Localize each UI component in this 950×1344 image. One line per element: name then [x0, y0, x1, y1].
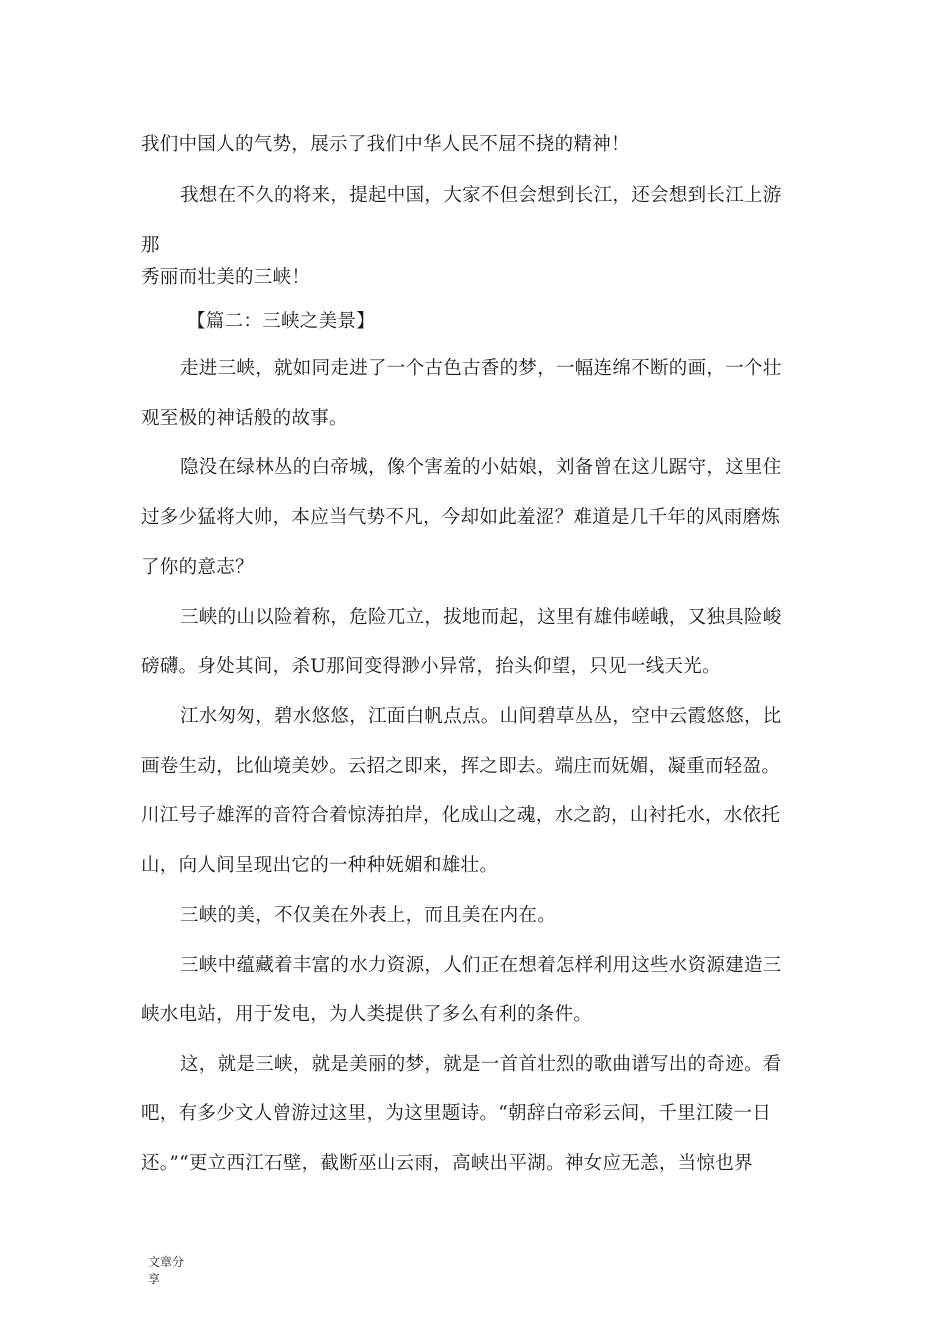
footer-label-line-2: 享	[148, 1272, 161, 1286]
text-line-11: 三峡的山以险着称，危险兀立，拔地而起，这里有雄伟嵯峨，又独具险峻	[180, 607, 782, 628]
text-line-18: 三峡中蕴藏着丰富的水力资源，人们正在想着怎样利用这些水资源建造三	[180, 955, 782, 976]
text-line-22: 还。”“更立西江石壁，截断巫山云雨，高峡出平湖。神女应无恙，当惊也界	[141, 1153, 753, 1174]
text-line-6: 走进三峡，就如同走进了一个古色古香的梦，一幅连绵不断的画，一个壮	[180, 358, 782, 379]
text-line-7: 观至极的神话般的故事。	[141, 408, 348, 429]
text-line-20: 这，就是三峡，就是美丽的梦，就是一首首壮烈的歌曲谱写出的奇迹。看	[180, 1054, 782, 1075]
text-line-17: 三峡的美，不仅美在外表上，而且美在内在。	[180, 905, 557, 926]
text-line-15: 川江号子雄浑的音符合着惊涛拍岸，化成山之魂，水之韵，山衬托水，水依托	[141, 805, 781, 826]
section-heading: 【篇二：三峡之美景】	[187, 311, 376, 332]
text-line-8: 隐没在绿林丛的白帝城，像个害羞的小姑娘，刘备曾在这儿踞守，这里住	[180, 457, 782, 478]
text-line-3: 那	[141, 235, 160, 256]
text-line-21: 吧，有多少文人曾游过这里，为这里题诗。“朝辞白帝彩云间，千里江陵一日	[141, 1103, 772, 1124]
text-line-10: 了你的意志？	[141, 557, 254, 578]
text-line-14: 画卷生动，比仙境美妙。云招之即来，挥之即去。端庄而妩媚，凝重而轻盈。	[141, 756, 781, 777]
text-line-19: 峡水电站，用于发电，为人类提供了多么有利的条件。	[141, 1004, 593, 1025]
text-line-16: 山，向人间呈现出它的一种种妩媚和雄壮。	[141, 855, 499, 876]
text-line-9: 过多少猛将大帅，本应当气势不凡，今却如此羞涩？难道是几千年的风雨磨炼	[141, 507, 781, 528]
text-line-13: 江水匆匆，碧水悠悠，江面白帆点点。山间碧草丛丛，空中云霞悠悠，比	[180, 706, 782, 727]
text-line-4: 秀丽而壮美的三峡！	[141, 267, 311, 288]
text-line-1: 我们中国人的气势，展示了我们中华人民不屈不挠的精神！	[141, 134, 630, 155]
footer-label-line-1: 文章分	[148, 1255, 185, 1269]
text-line-2: 我想在不久的将来，提起中国，大家不但会想到长江，还会想到长江上游	[180, 185, 782, 206]
text-line-12: 磅礴。身处其间，杀U那间变得渺小异常，抬头仰望，只见一线天光。	[141, 656, 721, 677]
